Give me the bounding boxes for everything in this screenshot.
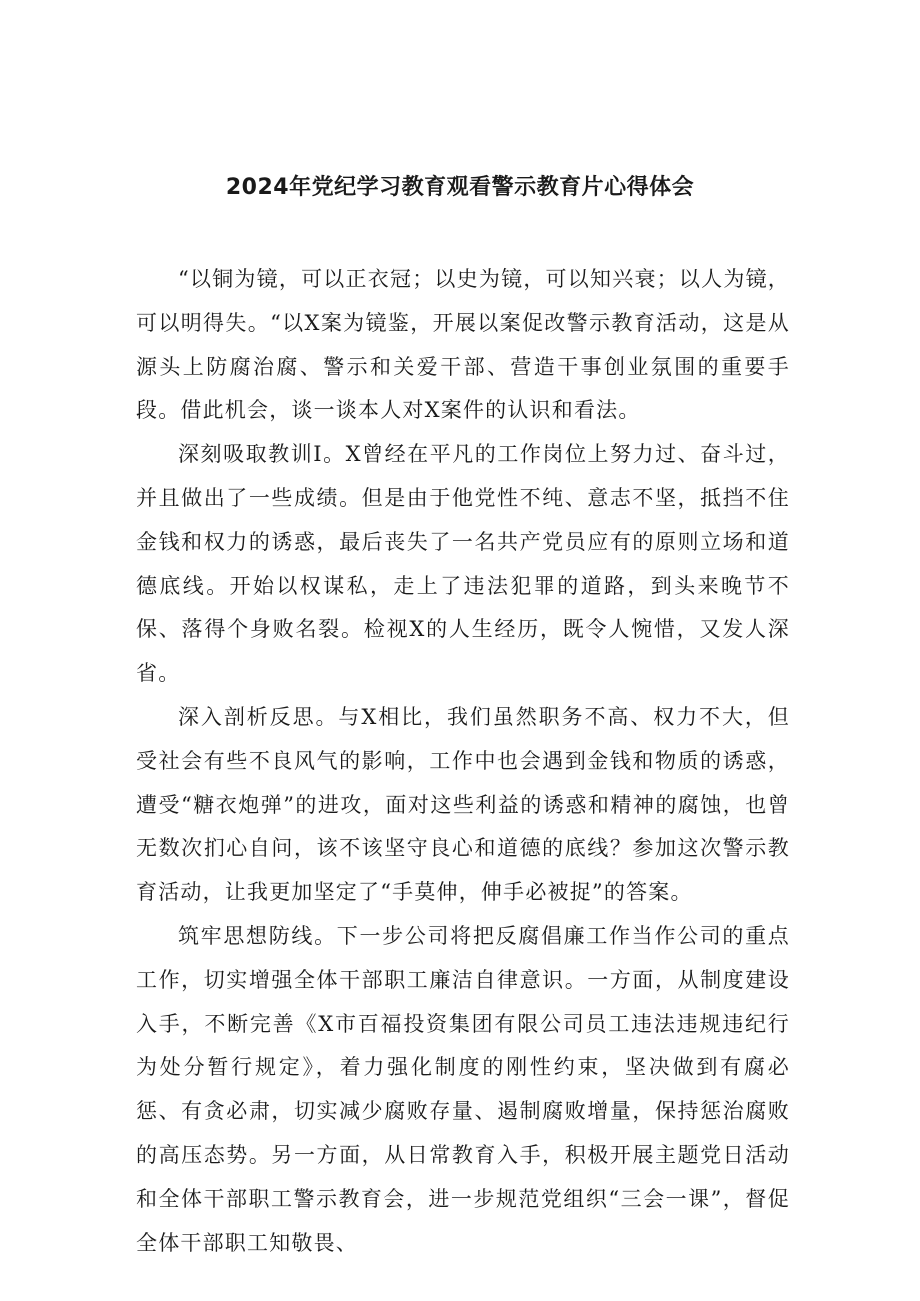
document-title: 2024年党纪学习教育观看警示教育片心得体会 [225,175,695,200]
paragraph-intro: “以铜为镜，可以正衣冠；以史为镜，可以知兴衰；以人为镜，可以明得失。“以X案为镜鉴，开展以案促改警示教育活动，这是从源头上防腐治腐、警示和关爱干部、营造干事创业氛围的重要手段。借此机会，谈一谈本人对X案件的认识和看法。 [136,267,790,423]
paragraph-reflection: 深入剖析反思。与X相比，我们虽然职务不高、权力不大，但受社会有些不良风气的影响，工作中也会遇到金钱和物质的诱惑，遭受“糖衣炮弹”的进攻，面对这些利益的诱惑和精神的腐蚀，也曾无数次扪心自问，该不该坚守良心和道德的底线？参加这次警示教育活动，让我更加坚定了“手莫伸，伸手必被捉”的答案。 [136,704,790,905]
paragraph-lesson: 深刻吸取教训I。X曾经在平凡的工作岗位上努力过、奋斗过，并且做出了一些成绩。但是由于他党性不纯、意志不坚，抵挡不住金钱和权力的诱惑，最后丧失了一名共产党员应有的原则立场和道德底线。开始以权谋私，走上了违法犯罪的道路，到头来晚节不保、落得个身败名裂。检视X的人生经历，既令人惋惜，又发人深省。 [136,442,790,686]
document-body [136,258,790,1265]
paragraph-defense: 筑牢思想防线。下一步公司将把反腐倡廉工作当作公司的重点工作，切实增强全体干部职工廉洁自律意识。一方面，从制度建设入手，不断完善《X市百福投资集团有限公司员工违法违规违纪行为处分暂行规定》，着力强化制度的刚性约束，坚决做到有腐必惩、有贪必肃，切实减少腐败存量、遏制腐败增量，保持惩治腐败的高压态势。另一方面，从日常教育入手，积极开展主题党日活动和全体干部职工警示教育会，进一步规范党组织“三会一课”，督促全体干部职工知敬畏、 [136,923,790,1255]
